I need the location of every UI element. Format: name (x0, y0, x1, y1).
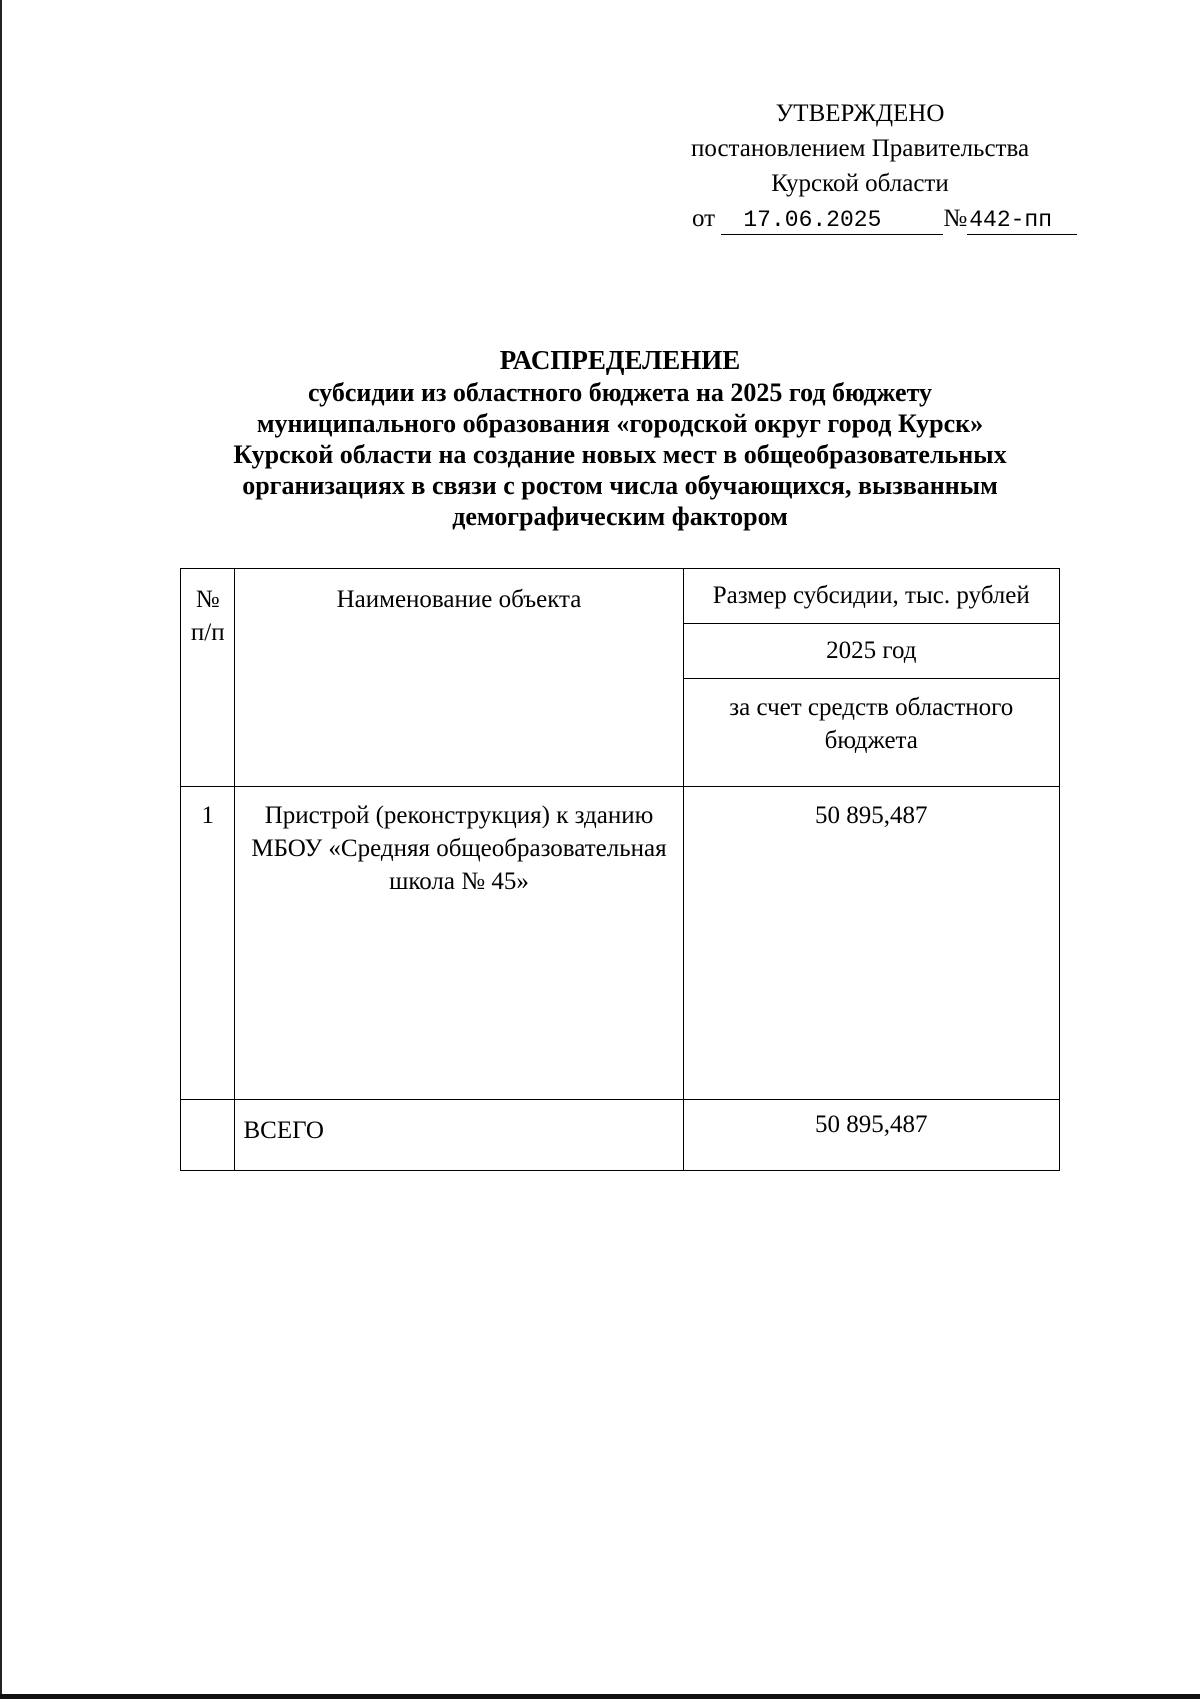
approved-label: УТВЕРЖДЕНО (775, 100, 945, 127)
title-line: муниципального образования «городской округ город Курск» (256, 409, 984, 438)
total-label: ВСЕГО (235, 1100, 683, 1171)
document-title (160, 343, 1080, 532)
title-line: демографическим фактором (452, 502, 788, 531)
header-year: 2025 год (683, 624, 1059, 679)
subsidy-table (180, 568, 1060, 1171)
row-object-name-text: Пристрой (реконструкция) к зданию МБОУ «Средняя общеобразовательная школа № 45» (251, 802, 667, 895)
page-bottom-edge (0, 1694, 1200, 1699)
number-prefix: № (943, 205, 968, 232)
header-source-label: за счет средств областного бюджета (729, 694, 1014, 754)
header-number-label: № п/п (190, 586, 225, 646)
header-name: Наименование объекта (235, 569, 683, 787)
total-amount: 50 895,487 (683, 1100, 1059, 1171)
row-object-name (235, 787, 683, 1100)
table-total-row (181, 1100, 1060, 1171)
title-line: субсидии из областного бюджета на 2025 год бюджету (307, 378, 933, 407)
approved-region: Курской области (771, 170, 949, 197)
date-prefix: от (692, 205, 716, 232)
header-subsidy: Размер субсидии, тыс. рублей (683, 569, 1059, 624)
page-left-edge (0, 0, 2, 1699)
approval-date-line (620, 201, 1100, 236)
approved-by-line: постановлением Правительства (690, 135, 1030, 162)
total-number-cell (181, 1100, 235, 1171)
title-line: Курской области на создание новых мест в общеобразовательных (233, 440, 1007, 469)
header-source (683, 679, 1059, 787)
header-number (181, 569, 235, 787)
approval-stamp (620, 96, 1100, 236)
table-row (181, 787, 1060, 1100)
row-amount: 50 895,487 (683, 787, 1059, 1100)
title-heading: РАСПРЕДЕЛЕНИЕ (499, 345, 741, 375)
table-header-row (181, 569, 1060, 624)
approval-number: 442-пп (967, 206, 1077, 235)
approval-date: 17.06.2025 (721, 206, 943, 235)
row-number: 1 (181, 787, 235, 1100)
title-line: организациях в связи с ростом числа обучающихся, вызванным (242, 471, 998, 500)
